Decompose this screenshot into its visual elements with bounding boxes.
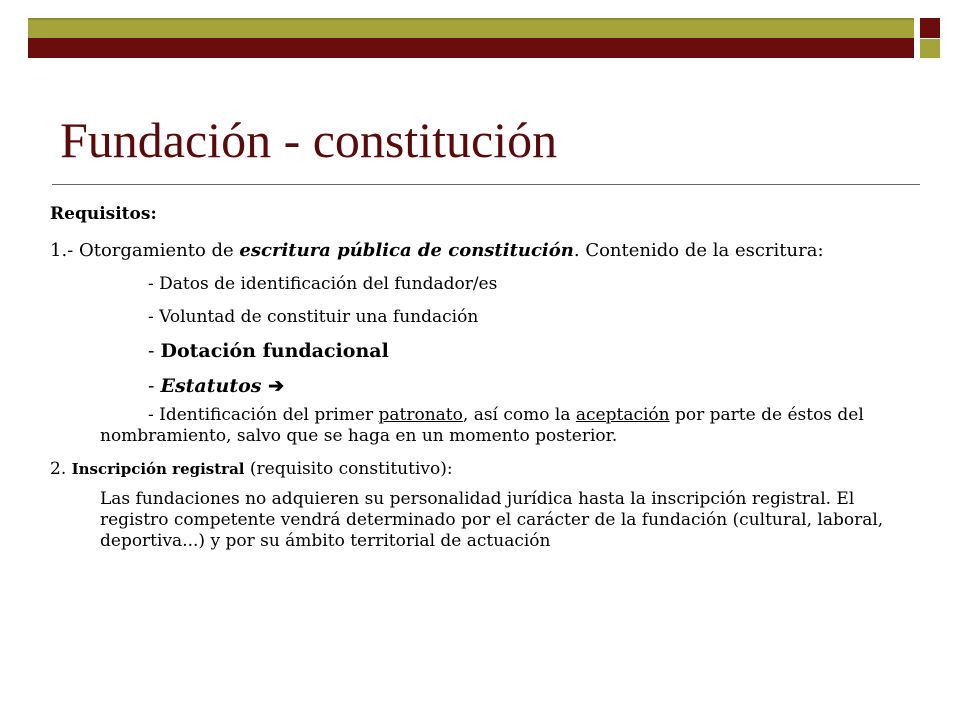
header-square-red [920, 18, 940, 38]
requisitos-heading: Requisitos: [50, 204, 157, 224]
subitem-dotacion-text: Dotación fundacional [160, 340, 389, 362]
subitem-voluntad: - Voluntad de constituir una fundación [148, 307, 479, 327]
header-square-olive [920, 39, 940, 58]
slide-title: Fundación - constitución [60, 112, 558, 168]
patronato-middle: , así como la [462, 405, 576, 425]
item-1-emphasis: escritura pública de constitución [239, 240, 574, 261]
title-divider [52, 184, 920, 185]
subitem-estatutos-text: Estatutos [160, 375, 262, 397]
subitem-datos: - Datos de identificación del fundador/es [148, 274, 498, 294]
item-1-suffix: . Contenido de la escritura: [573, 240, 824, 261]
patronato-suffix: por parte de éstos del nombramiento, salvo que se haga en un momento posterior. [100, 405, 864, 446]
patronato-term: patronato [378, 405, 463, 425]
arrow-right-icon: ➔ [261, 375, 285, 397]
aceptacion-term: aceptación [575, 405, 670, 425]
item-1 [50, 240, 920, 261]
subitem-estatutos-dash: - [148, 375, 161, 397]
subitem-patronato [50, 405, 920, 447]
slide-body [50, 200, 920, 552]
item-2 [50, 459, 920, 479]
item-2-suffix: (requisito constitutivo): [244, 459, 453, 479]
item-1-prefix: 1.- Otorgamiento de [50, 240, 240, 261]
header-bar-olive [28, 18, 914, 38]
subitem-dotacion-dash: - [148, 340, 161, 362]
item-2-label: Inscripción registral [71, 460, 245, 478]
header-bar-red [28, 38, 914, 58]
inscripcion-paragraph: Las fundaciones no adquieren su personalidad jurídica hasta la inscripción registral. El registro competente vendrá determinado por el carácter de la fundación (cultural, laboral, deportiva...) y por su ámbito territorial de actuación [100, 489, 884, 551]
item-2-number: 2. [50, 459, 72, 479]
patronato-prefix: - Identificación del primer [148, 405, 379, 425]
subitem-dotacion [50, 340, 920, 362]
subitem-estatutos [50, 375, 920, 397]
